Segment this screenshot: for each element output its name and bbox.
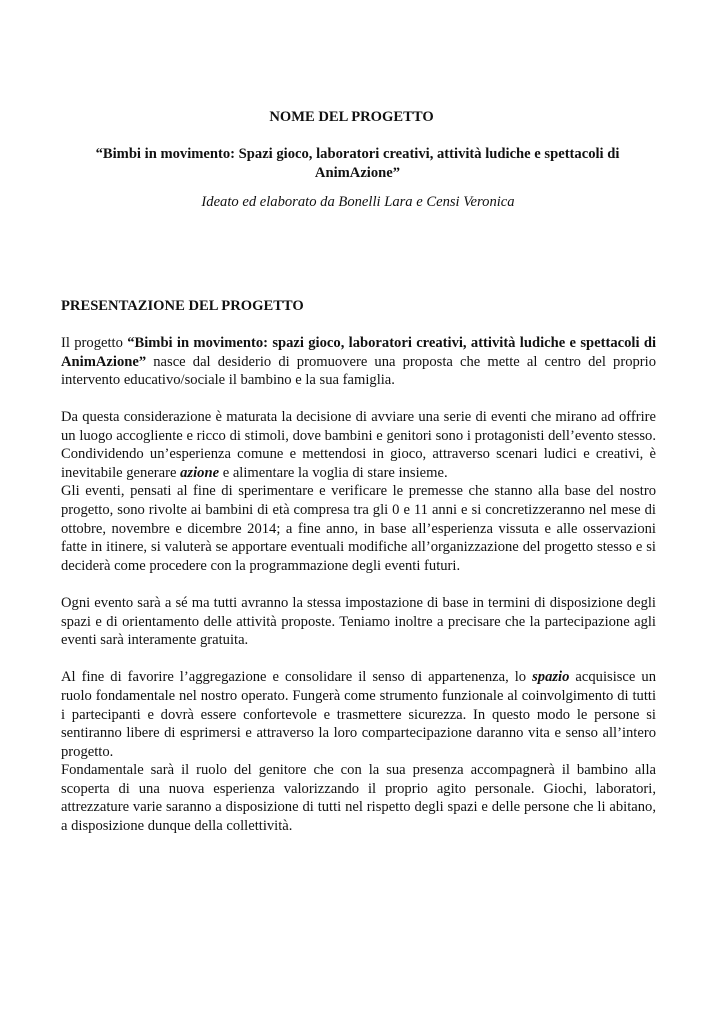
paragraph-consideration <box>61 408 656 482</box>
emphasis-spazio: spazio <box>532 669 570 686</box>
document-title: NOME DEL PROGETTO <box>269 109 434 125</box>
paragraph-consideration-text-end: e alimentare la voglia di stare insieme. <box>219 464 448 481</box>
project-subtitle: “Bimbi in movimento: Spazi gioco, laboratori creativi, attività ludiche e spettacoli di AnimAzione” <box>95 146 620 181</box>
paragraph-intro-text: Il progetto <box>61 335 128 351</box>
project-name-bold: “Bimbi in movimento: spazi gioco, laboratori creativi, attività ludiche e spettacoli di AnimAzione” <box>61 335 656 370</box>
section-heading: PRESENTAZIONE DEL PROGETTO <box>61 298 304 314</box>
events-paragraph-block <box>61 408 656 836</box>
paragraph-space <box>61 668 656 761</box>
paragraph-intro-text-end: nasce dal desiderio di promuovere una proposta che mette al centro del proprio intervento educativo/sociale il bambino e la sua famiglia. <box>61 353 656 389</box>
paragraph-structure: Ogni evento sarà a sé ma tutti avranno la stessa impostazione di base in termini di disposizione degli spazi e di orientamento delle attività proposte. Teniamo inoltre a precisare che la partecipazione agli eventi sarà interamente gratuita. <box>61 594 656 649</box>
paragraph-intro <box>61 334 656 390</box>
paragraph-consideration-text: Da questa considerazione è maturata la decisione di avviare una serie di eventi che mirano ad offrire un luogo accogliente e ricco di stimoli, dove bambini e genitori sono i protagonisti dell’evento stesso. Condividendo un’esperienza comune e mettendosi in gioco, attraverso scenari ludici e creativi, è inevitabile generare <box>61 409 656 481</box>
emphasis-azione: azione <box>180 464 220 481</box>
paragraph-space-text: Al fine di favorire l’aggregazione e consolidare il senso di appartenenza, lo <box>61 669 533 686</box>
authors-line: Ideato ed elaborato da Bonelli Lara e Censi Veronica <box>201 194 515 210</box>
paragraph-space-text-end: acquisisce un ruolo fondamentale nel nostro operato. Fungerà come strumento funzionale al coinvolgimento di tutti i partecipanti e dovrà essere confortevole e trasmettere sicurezza. In questo modo le persone si sentiranno libere di esprimersi e attraverso la loro compartecipazione daranno vita e senso all’intero progetto. <box>61 669 656 760</box>
paragraph-parent-role: Fondamentale sarà il ruolo del genitore che con la sua presenza accompagnerà il bambino alla scoperta di una nuova esperienza valorizzando il proprio agito personale. Giochi, laboratori, attrezzature varie saranno a disposizione di tutti nel rispetto degli spazi e delle persone che li abitano, a disposizione dunque della collettività. <box>61 762 656 835</box>
intro-paragraph-block <box>61 334 656 390</box>
paragraph-events: Gli eventi, pensati al fine di sperimentare e verificare le premesse che stanno alla base del nostro progetto, sono rivolte ai bambini di età compresa tra gli 0 e 11 anni e si concretizzeranno nel mese di ottobre, novembre e dicembre 2014; a fine anno, in base all’esperienza vissuta e alle osservazioni fatte in itinere, si valuterà se apportare eventuali modifiche all’organizzazione del progetto stesso e si deciderà come procedere con la programmazione degli eventi futuri. <box>61 483 656 574</box>
